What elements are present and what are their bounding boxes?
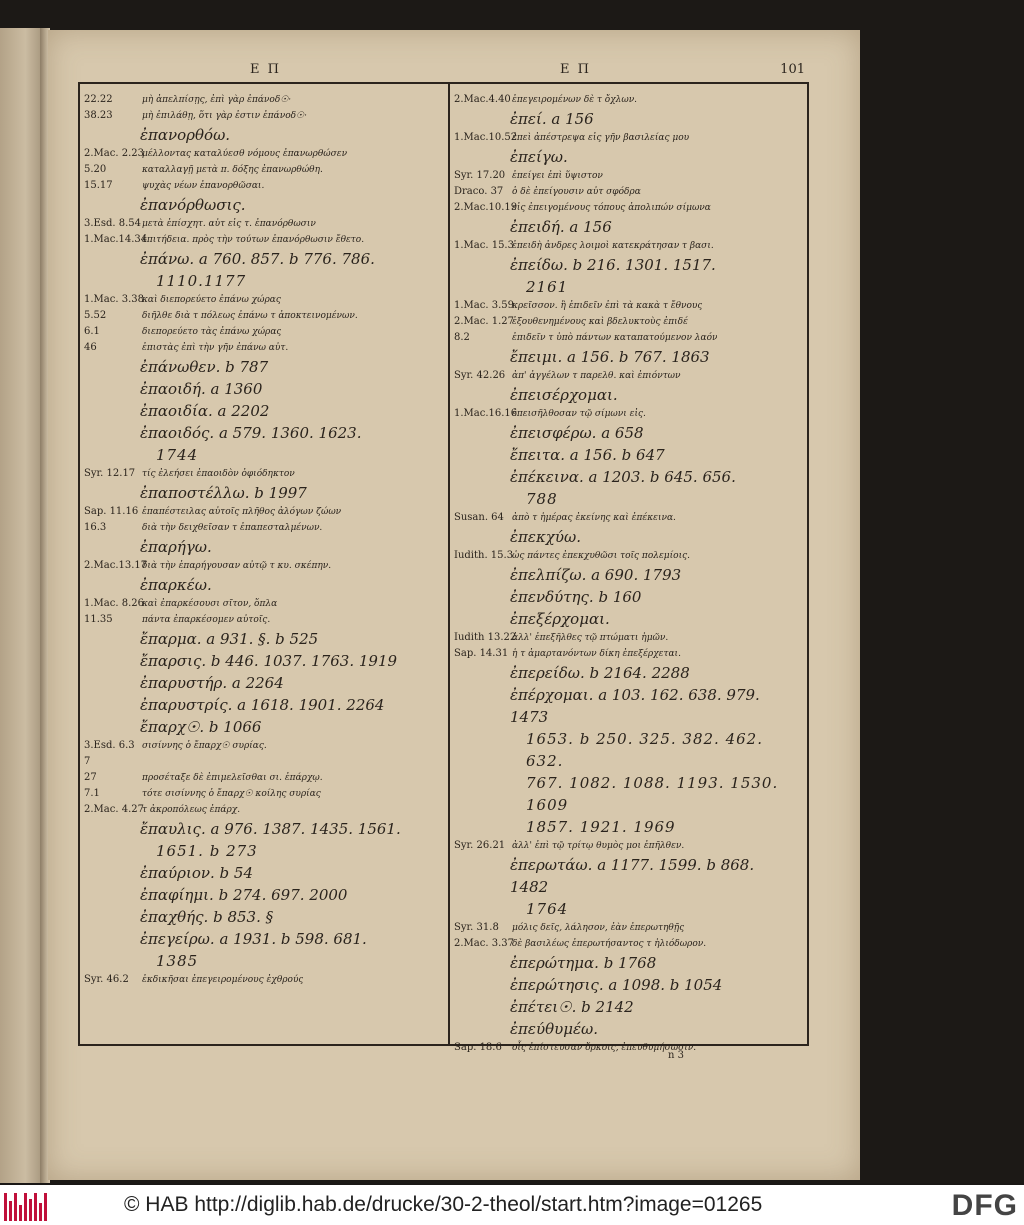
lemma-entry: ἐπαοιδία. a 2202	[140, 402, 270, 420]
citation-text: ἡ τ ἁμαρτανόντων δίκη ἐπεξέρχεται.	[512, 649, 681, 659]
lemma-entry: ἐπαύριον. b 54	[140, 864, 253, 882]
citation-text: ἀλλ' ἐπεξῆλθες τῷ πτώματι ἡμῶν.	[512, 633, 669, 643]
citation-row	[84, 770, 450, 786]
citation-row	[84, 802, 450, 818]
citation-reference: 1.Mac.14.34	[84, 234, 148, 245]
citation-row	[454, 200, 794, 216]
citation-text: σισίννης ὁ ἔπαρχ☉ συρίας.	[142, 741, 267, 751]
citation-reference: 8.2	[454, 332, 470, 343]
footer-credit[interactable]: © HAB http://diglib.hab.de/drucke/30-2-theol/start.htm?image=01265	[124, 1193, 763, 1216]
citation-reference: 2.Mac. 1.27	[454, 316, 514, 327]
citation-reference: 15.17	[84, 180, 113, 191]
citation-reference: Draco. 37	[454, 186, 504, 197]
citation-row	[84, 612, 450, 628]
lemma-entry: ἐπαρυστήρ. a 2264	[140, 674, 284, 692]
lemma-entry: ἐπεξέρχομαι.	[510, 610, 610, 628]
lemma-entry: ἔπαυλις. a 976. 1387. 1435. 1561.	[140, 820, 401, 838]
citation-text: διῆλθε διὰ τ πόλεως ἐπάνω τ ἀποκτεινομένων.	[142, 311, 358, 321]
lemma-entry: ἐπάνωθεν. b 787	[140, 358, 269, 376]
lemma-entry: ἐπείγω.	[510, 148, 568, 166]
citation-text: ὁ δὲ ἐπείγουσιν αὐτ σφόδρα	[512, 187, 641, 197]
footer-bar	[0, 1185, 1024, 1225]
citation-text: κρεῖσσον. ἢ ἐπιδεῖν ἐπὶ τὰ κακὰ τ ἔθνους	[512, 301, 703, 311]
citation-reference: 1.Mac. 3.38	[84, 294, 144, 305]
citation-row	[84, 308, 450, 324]
citation-reference: 46	[84, 342, 97, 353]
lemma-entry: ἐπερείδω. b 2164. 2288	[510, 664, 690, 682]
citation-reference: 5.20	[84, 164, 107, 175]
citation-row	[454, 314, 794, 330]
lemma-entry: ἐπαχθής. b 853. §	[140, 908, 274, 926]
citation-reference: Syr. 46.2	[84, 974, 129, 985]
lemma-entry: ἐπέτει☉. b 2142	[510, 998, 634, 1016]
citation-row	[454, 130, 794, 146]
running-head-left: Ε Π	[250, 62, 281, 77]
citation-reference: 1.Mac. 15.3	[454, 240, 514, 251]
lemma-entry: ἐπεκχύω.	[510, 528, 582, 546]
lemma-entry: ἐπεισέρχομαι.	[510, 386, 618, 404]
citation-text: καὶ διεπορεύετο ἐπάνω χώρας	[142, 295, 281, 305]
citation-text: ψυχὰς νέων ἐπανορθῶσαι.	[142, 181, 265, 191]
lemma-entry: ἔπαρσις. b 446. 1037. 1763. 1919	[140, 652, 398, 670]
lemma-entry: ἐπεύθυμέω.	[510, 1020, 599, 1038]
citation-row	[84, 178, 450, 194]
citation-reference: 3.Esd. 6.3	[84, 740, 135, 751]
citation-reference: 6.1	[84, 326, 100, 337]
citation-row	[84, 292, 450, 308]
lemma-continuation: 1110.1177	[156, 272, 247, 290]
citation-row	[84, 216, 450, 232]
citation-reference: Syr. 31.8	[454, 922, 499, 933]
citation-text: διὰ τὴν δειχθεῖσαν τ ἐπαπεσταλμένων.	[142, 523, 323, 533]
lemma-entry: ἐπερωτάω. a 1177. 1599. b 868. 1482	[510, 856, 755, 896]
lemma-entry: ἔπειμι. a 156. b 767. 1863	[510, 348, 710, 366]
citation-reference: Syr. 26.21	[454, 840, 506, 851]
lemma-entry: ἔπαρμα. a 931. §. b 525	[140, 630, 319, 648]
lemma-entry: ἐπειδή. a 156	[510, 218, 612, 236]
citation-text: μὴ ἀπελπίσῃς, ἐπὶ γὰρ ἐπάνοδ☉·	[142, 95, 292, 105]
citation-text: ἐπεὶ ἀπέστρεψα εἰς γῆν βασιλείας μου	[512, 133, 690, 143]
citation-text: καταλλαγῇ μετὰ π. δόξης ἐπανωρθώθη.	[142, 165, 323, 175]
citation-row	[84, 466, 450, 482]
citation-row	[84, 520, 450, 536]
citation-text: ἀλλ' ἐπὶ τῷ τρίτῳ θυμὸς μοι ἐπῆλθεν.	[512, 841, 685, 851]
citation-row	[454, 368, 794, 384]
citation-reference: 11.35	[84, 614, 113, 625]
lemma-continuation: 1385	[156, 952, 199, 970]
lemma-entry: ἐπεί. a 156	[510, 110, 594, 128]
lemma-continuation: 2161	[526, 278, 569, 296]
lemma-entry: ἐπανορθόω.	[140, 126, 231, 144]
citation-row	[454, 936, 794, 952]
citation-text: ἐπιστὰς ἐπὶ τὴν γῆν ἐπάνω αὐτ.	[142, 343, 289, 353]
citation-reference: Syr. 12.17	[84, 468, 136, 479]
citation-text: μέλλοντας καταλύεσθ νόμους ἐπανωρθώσεν	[142, 149, 348, 159]
lemma-entry: ἐπάνω. a 760. 857. b 776. 786.	[140, 250, 375, 268]
citation-reference: 1.Mac.16.16	[454, 408, 518, 419]
citation-row	[454, 1040, 794, 1056]
citation-row	[454, 168, 794, 184]
citation-reference: Sap. 11.16	[84, 506, 139, 517]
citation-text: ἀπ' ἀγγέλων τ παρελθ. καὶ ἐπιόντων	[512, 371, 681, 381]
citation-row	[454, 238, 794, 254]
citation-text: οἷς ἐπίστευσαν ὅρκοις, ἐπευθυμήσωσιν.	[512, 1043, 697, 1053]
lemma-entry: ἐπαποστέλλω. b 1997	[140, 484, 307, 502]
citation-row	[454, 548, 794, 564]
citation-reference: Sap. 14.31	[454, 648, 509, 659]
citation-reference: 5.52	[84, 310, 107, 321]
citation-text: τίς ἐλεήσει ἐπαοιδὸν ὀφιόδηκτον	[142, 469, 295, 479]
citation-text: μετὰ ἐπίσχητ. αὐτ εἰς τ. ἐπανόρθωσιν	[142, 219, 316, 229]
citation-row	[454, 330, 794, 346]
citation-reference: 1.Mac.10.52	[454, 132, 518, 143]
citation-text: ἐπιδεῖν τ ὑπὸ πάντων καταπατούμενον λαόν	[512, 333, 718, 343]
citation-row	[84, 558, 450, 574]
citation-reference: Susan. 64	[454, 512, 504, 523]
citation-reference: 3.Esd. 8.54	[84, 218, 141, 229]
citation-reference: 2.Mac. 4.27	[84, 804, 144, 815]
citation-row	[84, 972, 450, 988]
citation-text: εἰς ἐπειγομένους τόπους ἀπολιπών σίμωνα	[512, 203, 711, 213]
citation-row	[454, 646, 794, 662]
citation-row	[84, 596, 450, 612]
lemma-entry: ἐπενδύτης. b 160	[510, 588, 642, 606]
citation-reference: 38.23	[84, 110, 113, 121]
citation-reference: 2.Mac. 3.37	[454, 938, 514, 949]
right-column	[454, 92, 794, 1053]
page-number: 101	[780, 62, 805, 77]
citation-row	[84, 324, 450, 340]
lemma-entry: ἐπελπίζω. a 690. 1793	[510, 566, 682, 584]
book-page	[48, 30, 860, 1180]
citation-reference: Iudith 13.22	[454, 632, 517, 643]
lemma-entry: ἐπαρυστρίς. a 1618. 1901. 2264	[140, 696, 385, 714]
lemma-entry: ἐπεισφέρω. a 658	[510, 424, 644, 442]
citation-text: ὡς πάντες ἐπεκχυθῶσι τοῖς πολεμίοις.	[512, 551, 691, 561]
lemma-continuation: 1764	[526, 900, 569, 918]
lemma-entry: ἔπαρχ☉. b 1066	[140, 718, 262, 736]
lemma-continuation: 1653. b 250. 325. 382. 462. 632.	[526, 730, 763, 770]
citation-row	[84, 340, 450, 356]
citation-reference: Syr. 17.20	[454, 170, 506, 181]
citation-row	[454, 184, 794, 200]
citation-row	[454, 630, 794, 646]
lemma-entry: ἐπανόρθωσις.	[140, 196, 246, 214]
lemma-entry: ἐπαρκέω.	[140, 576, 212, 594]
lemma-entry: ἐπερώτησις. a 1098. b 1054	[510, 976, 723, 994]
citation-text: ἐκδικῆσαι ἐπεγειρομένους ἐχθρούς	[142, 975, 304, 985]
citation-reference: 2.Mac.13.17	[84, 560, 148, 571]
citation-row	[454, 406, 794, 422]
running-head-right: Ε Π	[560, 62, 591, 77]
lemma-entry: ἔπειτα. a 156. b 647	[510, 446, 665, 464]
citation-reference: 7.1	[84, 788, 100, 799]
citation-reference: Sap. 18.6	[454, 1042, 502, 1053]
lemma-entry: ἐπείδω. b 216. 1301. 1517.	[510, 256, 716, 274]
citation-reference: 7	[84, 756, 91, 767]
citation-reference: Iudith. 15.3	[454, 550, 514, 561]
citation-reference: 2.Mac.10.19	[454, 202, 518, 213]
citation-row	[84, 108, 450, 124]
citation-row	[454, 92, 794, 108]
citation-reference: Syr. 42.26	[454, 370, 506, 381]
citation-reference: 22.22	[84, 94, 113, 105]
lemma-continuation: 1744	[156, 446, 199, 464]
citation-row	[84, 754, 450, 770]
lemma-entry: ἐπαοιδή. a 1360	[140, 380, 263, 398]
citation-text: δὲ βασιλέως ἐπερωτήσαντος τ ἡλιόδωρον.	[512, 939, 707, 949]
citation-reference: 27	[84, 772, 97, 783]
citation-text: ἐπειδὴ ἀνδρες λοιμοὶ κατεκράτησαν τ βασι.	[512, 241, 714, 251]
dfg-logo: DFG	[951, 1189, 1018, 1222]
citation-text: μόλις δεῖς, λάλησον, ἐὰν ἐπερωτηθῇς	[512, 923, 685, 933]
citation-text: πάντα ἐπαρκέσομεν αὐτοῖς.	[142, 615, 271, 625]
citation-text: τότε σισίννης ὁ ἔπαρχ☉ κοίλης συρίας	[142, 789, 321, 799]
citation-row	[84, 92, 450, 108]
lemma-entry: ἐπαοιδός. a 579. 1360. 1623.	[140, 424, 362, 442]
citation-text: ἐπεγειρομένων δὲ τ ὄχλων.	[512, 95, 638, 105]
citation-row	[454, 838, 794, 854]
citation-text: ἐπεισῆλθοσαν τῷ σίμωνι εἰς.	[512, 409, 646, 419]
citation-row	[454, 510, 794, 526]
citation-text: προσέταξε δὲ ἐπιμελεῖσθαι σι. ἐπάρχῳ.	[142, 773, 323, 783]
left-column	[84, 92, 450, 1040]
lemma-entry: ἐπέκεινα. a 1203. b 645. 656.	[510, 468, 736, 486]
citation-reference: 1.Mac. 3.59	[454, 300, 514, 311]
citation-text: διεπορεύετο τὰς ἐπάνω χώρας	[142, 327, 282, 337]
citation-text: ἐπιτήδεια. πρὸς τὴν τούτων ἐπανόρθωσιν ἔθετο.	[142, 235, 365, 245]
citation-text: ἐπαπέστειλας αὐτοῖς πλῆθος ἀλόγων ζώων	[142, 507, 342, 517]
citation-text: τ ἀκροπόλεως ἐπάρχ.	[142, 805, 241, 815]
citation-row	[84, 786, 450, 802]
lemma-entry: ἐπερώτημα. b 1768	[510, 954, 657, 972]
citation-row	[454, 298, 794, 314]
citation-row	[84, 504, 450, 520]
citation-row	[454, 920, 794, 936]
citation-row	[84, 738, 450, 754]
citation-row	[84, 232, 450, 248]
citation-reference: 2.Mac. 2.23	[84, 148, 144, 159]
lemma-continuation: 1651. b 273	[156, 842, 258, 860]
signature-mark: n 3	[668, 1050, 684, 1061]
lemma-entry: ἐπαρήγω.	[140, 538, 212, 556]
citation-text: ἐπείγει ἐπὶ ὕψιστον	[512, 171, 603, 181]
hab-logo-icon	[4, 1189, 52, 1221]
citation-text: μὴ ἐπιλάθῃ, ὅτι γὰρ ἐστιν ἐπάνοδ☉·	[142, 111, 307, 121]
lemma-entry: ἐπεγείρω. a 1931. b 598. 681.	[140, 930, 367, 948]
citation-reference: 2.Mac.4.40	[454, 94, 511, 105]
citation-row	[84, 146, 450, 162]
citation-row	[84, 162, 450, 178]
citation-text: ἀπὸ τ ἡμέρας ἐκείνης καὶ ἐπέκεινα.	[512, 513, 676, 523]
citation-text: ἐξουθενημένους καὶ βδελυκτοὺς ἐπιδέ	[512, 317, 688, 327]
text-frame	[78, 62, 809, 1053]
citation-text: καὶ ἐπαρκέσουσι σῖτον, ὅπλα	[142, 599, 278, 609]
lemma-continuation: 767. 1082. 1088. 1193. 1530. 1609	[526, 774, 779, 814]
lemma-entry: ἐπέρχομαι. a 103. 162. 638. 979. 1473	[510, 686, 760, 726]
lemma-continuation: 788	[526, 490, 558, 508]
citation-text: διὰ τὴν ἐπαρήγουσαν αὐτῷ τ κυ. σκέπην.	[142, 561, 332, 571]
lemma-entry: ἐπαφίημι. b 274. 697. 2000	[140, 886, 348, 904]
citation-reference: 1.Mac. 8.26	[84, 598, 144, 609]
citation-reference: 16.3	[84, 522, 107, 533]
lemma-continuation: 1857. 1921. 1969	[526, 818, 676, 836]
